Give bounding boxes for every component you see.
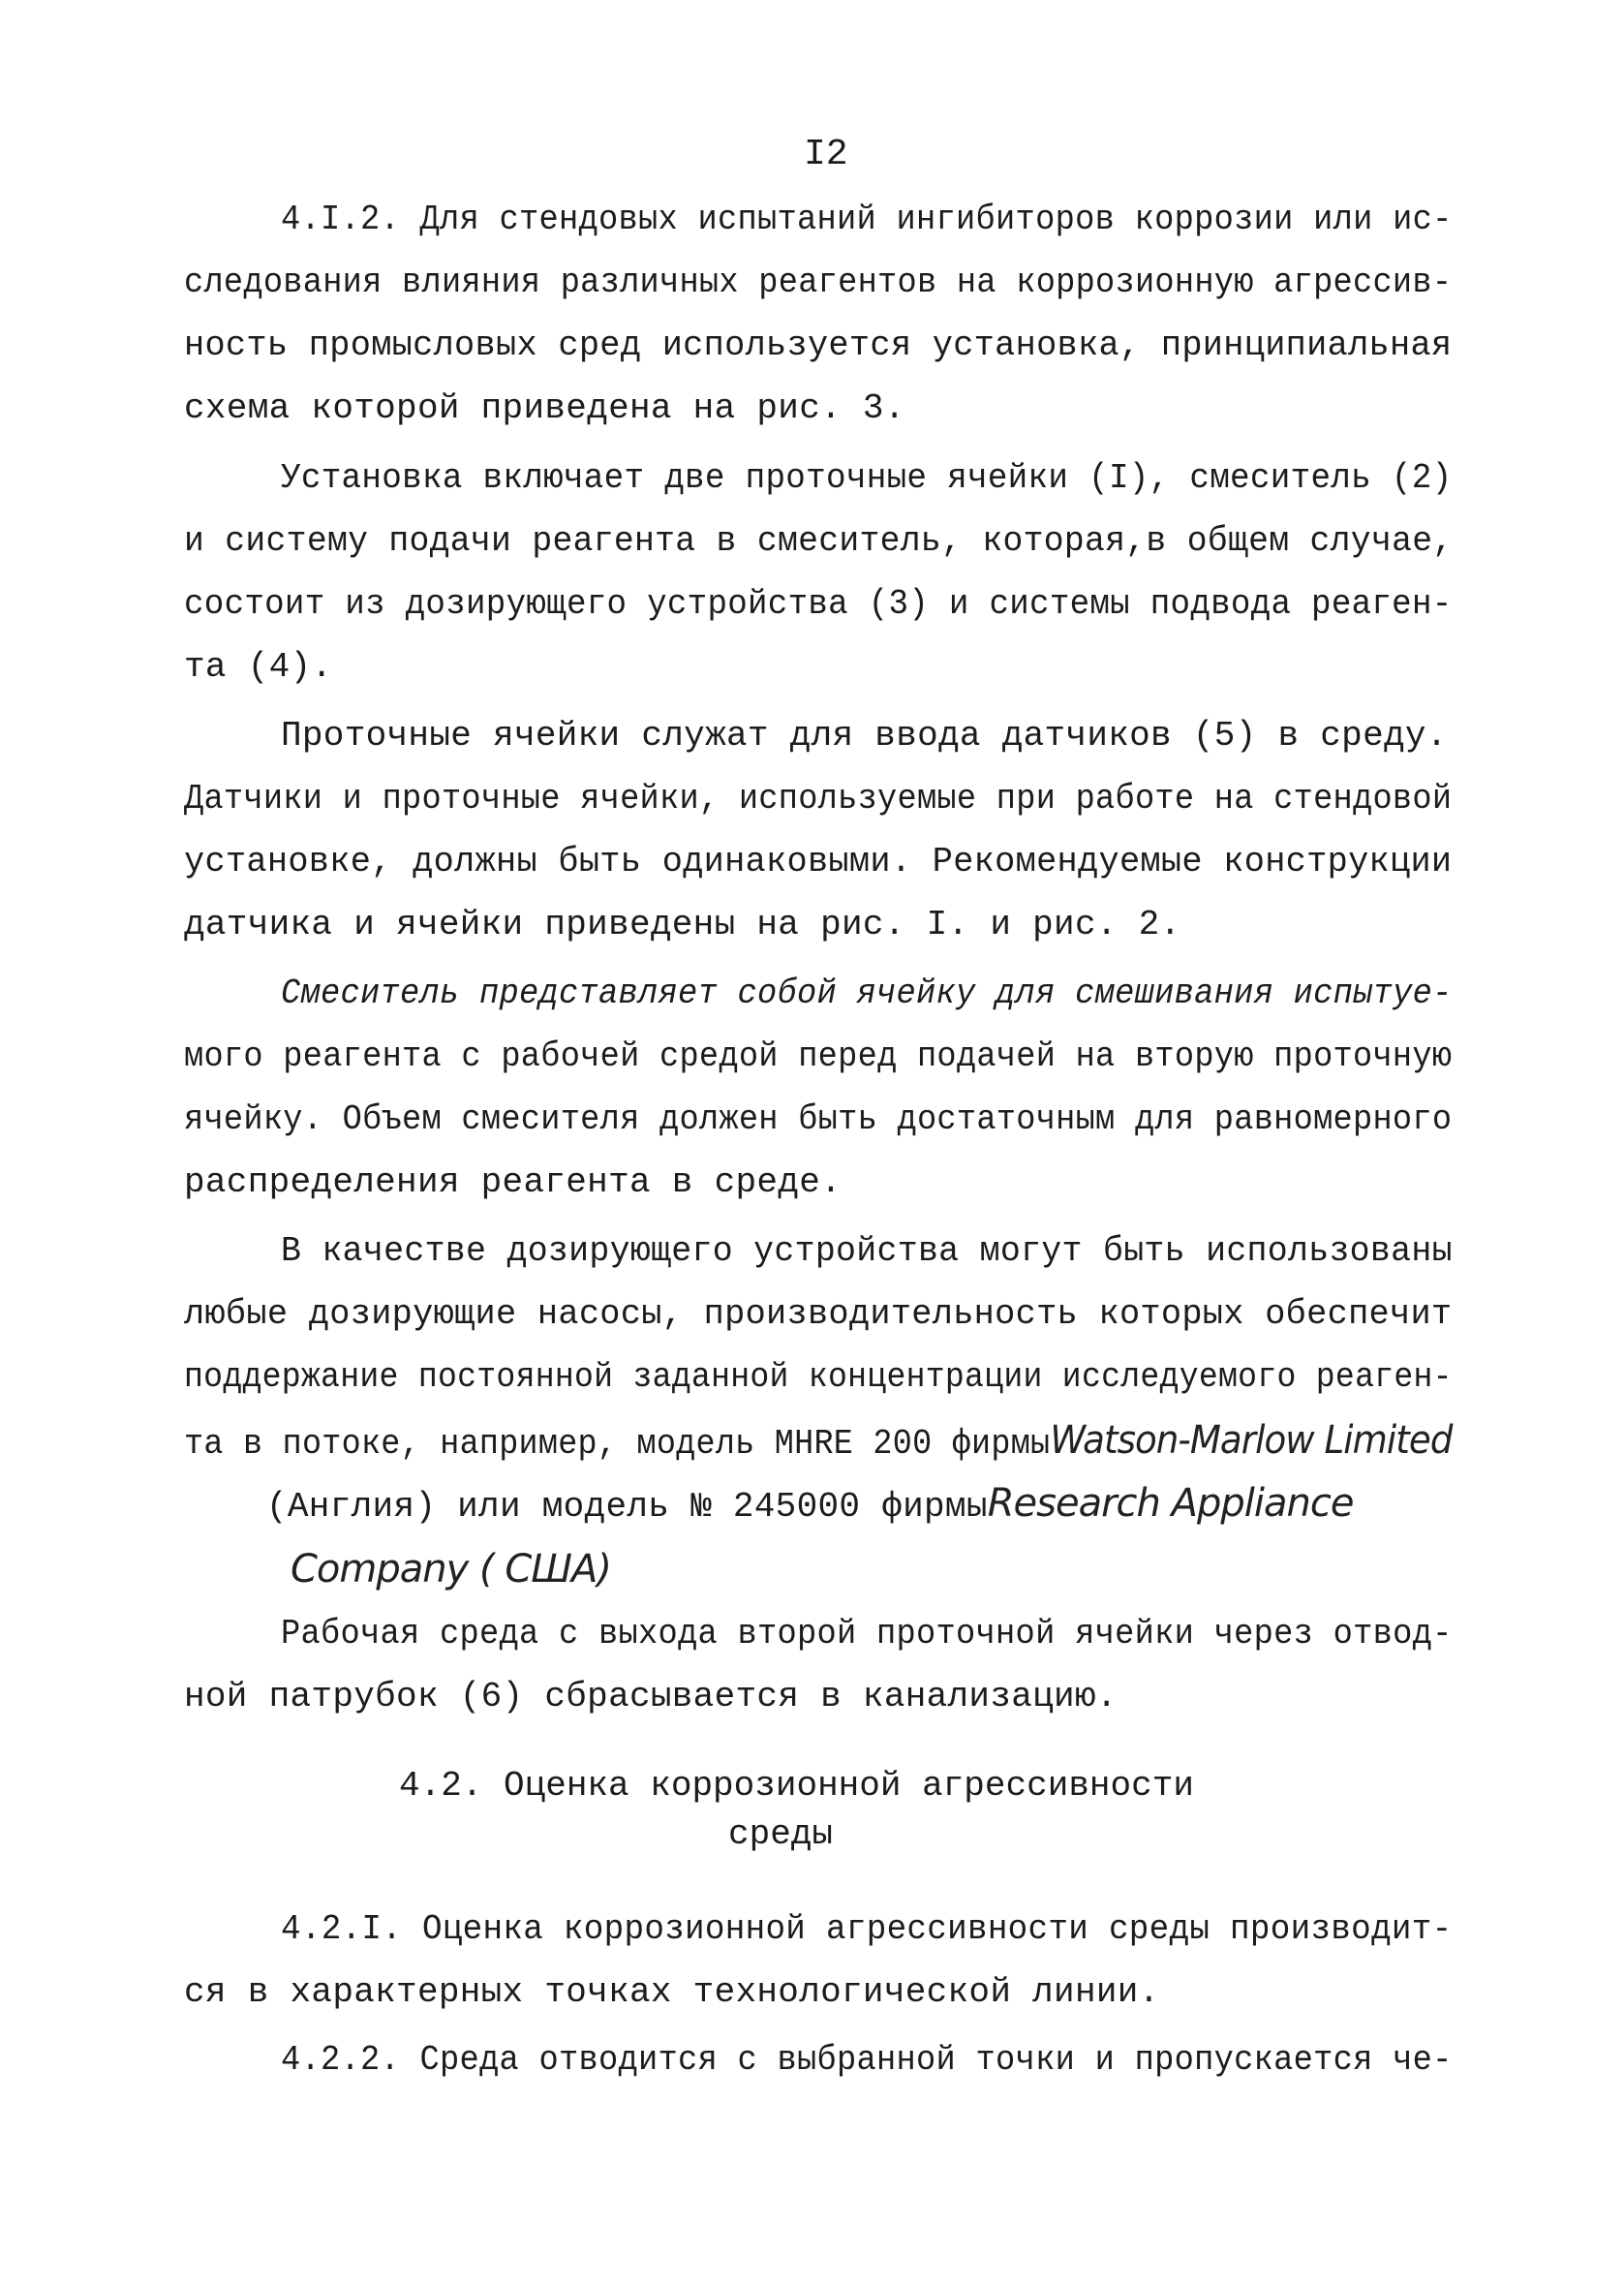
text-line: Проточные ячейки служат для ввода датчиков (5) в среду.	[281, 716, 1448, 756]
text-line: 4.2.2. Среда отводится с выбранной точки и пропускается че-	[281, 2040, 1453, 2080]
section-heading: среды	[728, 1814, 834, 1854]
text-line: ной патрубок (6) сбрасывается в канализацию.	[184, 1677, 1118, 1716]
text-line: состоит из дозирующего устройства (3) и системы подвода реаген-	[184, 584, 1453, 624]
text-line	[184, 1419, 1452, 1466]
text-line: схема которой приведена на рис. 3.	[184, 388, 905, 428]
text-line: мого реагента с рабочей средой перед подачей на вторую проточную	[184, 1036, 1453, 1076]
handwritten-text: Research Appliance	[987, 1481, 1354, 1526]
text-line: В качестве дозирующего устройства могут быть использованы	[281, 1231, 1453, 1271]
typed-text: та в потоке, например, модель MHRE 200 фирмы	[184, 1424, 1051, 1464]
text-line: ся в характерных точках технологической линии.	[184, 1972, 1160, 2012]
text-line: 4.2.I. Оценка коррозионной агрессивности среды производит-	[281, 1909, 1453, 1949]
text-line: любые дозирующие насосы, производительность которых обеспечит	[184, 1294, 1453, 1334]
typed-text: (Англия) или модель № 245000 фирмы	[266, 1487, 988, 1527]
text-line: ячейку. Объем смесителя должен быть достаточным для равномерного	[184, 1099, 1453, 1139]
text-line: следования влияния различных реагентов на коррозионную агрессив-	[184, 263, 1453, 302]
text-line: распределения реагента в среде.	[184, 1162, 843, 1202]
text-line: датчика и ячейки приведены на рис. I. и рис. 2.	[184, 905, 1181, 944]
text-line: Датчики и проточные ячейки, используемые при работе на стендовой	[184, 779, 1453, 819]
section-heading: 4.2. Оценка коррозионной агрессивности	[399, 1766, 1194, 1806]
text-line: ность промысловых сред используется установка, принципиальная	[184, 325, 1453, 365]
text-line: установке, должны быть одинаковыми. Рекомендуемые конструкции	[184, 842, 1453, 881]
text-line: и систему подачи реагента в смеситель, которая,в общем случае,	[184, 521, 1454, 561]
text-line: та (4).	[184, 647, 333, 687]
page-number: I2	[804, 134, 848, 175]
text-line: Рабочая среда с выхода второй проточной ячейки через отвод-	[281, 1614, 1453, 1654]
text-line: Смеситель представляет собой ячейку для смешивания испытуе-	[281, 974, 1453, 1013]
handwritten-text: Watson-Marlow Limited	[1050, 1418, 1453, 1463]
handwritten-text: Company ( США)	[291, 1547, 611, 1592]
text-line: 4.I.2. Для стендовых испытаний ингибиторов коррозии или ис-	[281, 200, 1453, 239]
text-line: поддержание постоянной заданной концентрации исследуемого реаген-	[184, 1357, 1453, 1397]
text-line	[266, 1482, 1353, 1529]
text-line: Установка включает две проточные ячейки (I), смеситель (2)	[281, 458, 1453, 498]
